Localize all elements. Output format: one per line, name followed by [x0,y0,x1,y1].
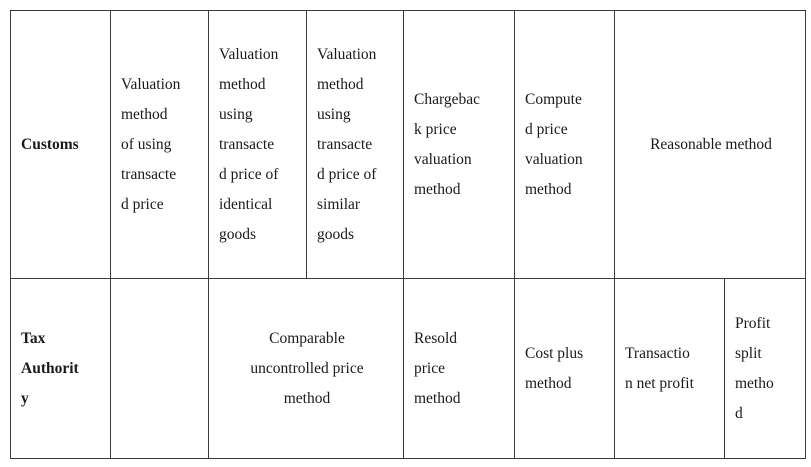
customs-label: Customs [21,135,79,153]
tax-method-cost-plus: Cost plus method [515,279,615,459]
valuation-methods-table [10,10,806,459]
tax-method-comparable-uncontrolled: Comparable uncontrolled price method [209,279,404,459]
tax-method-transaction-net-profit: Transactio n net profit [615,279,725,459]
tax-authority-label: Tax Authorit y [21,329,79,407]
customs-method-identical-goods: Valuation method using transacte d price of identical goods [209,11,307,279]
customs-method-reasonable: Reasonable method [615,11,806,279]
customs-method-chargeback-price: Chargebac k price valuation method [404,11,515,279]
customs-method-computed-price: Compute d price valuation method [515,11,615,279]
tax-authority-label-cell [11,279,111,459]
customs-method-similar-goods: Valuation method using transacte d price of similar goods [307,11,404,279]
tax-method-resold-price: Resold price method [404,279,515,459]
customs-row [11,11,806,279]
customs-method-transacted-price: Valuation method of using transacte d price [111,11,209,279]
tax-authority-row [11,279,806,459]
tax-empty-cell [111,279,209,459]
customs-label-cell [11,11,111,279]
tax-method-profit-split: Profit split metho d [725,279,806,459]
